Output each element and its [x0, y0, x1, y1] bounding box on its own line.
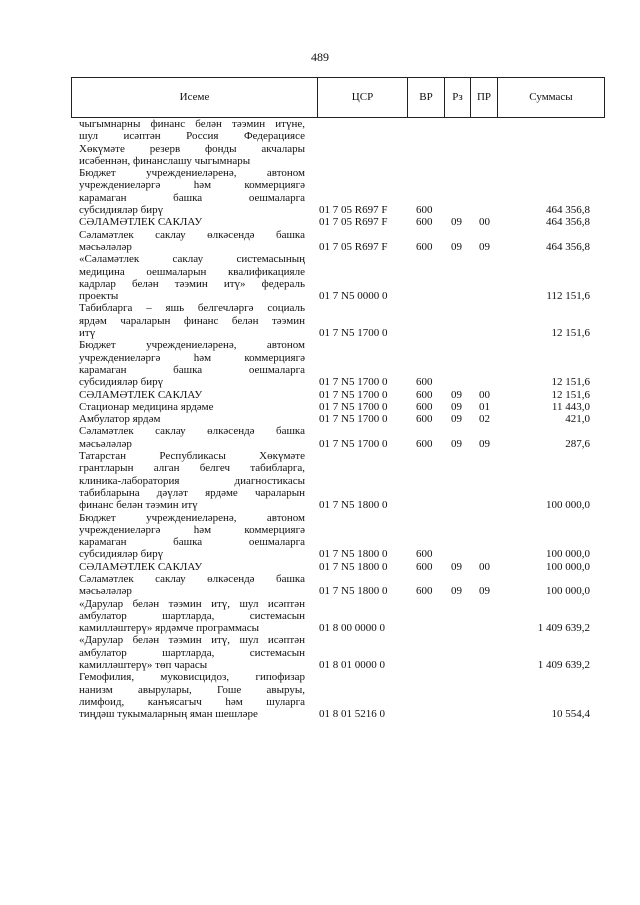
row-csr: 01 7 05 R697 F [319, 204, 388, 217]
row-pr: 01 [479, 400, 490, 413]
table-row [0, 512, 640, 561]
row-csr: 01 8 01 5216 0 [319, 708, 385, 721]
row-csr: 01 8 00 0000 0 [319, 622, 385, 635]
row-csr: 01 7 N5 1700 0 [319, 437, 388, 450]
row-name [79, 167, 305, 216]
row-name-line: Амбулатор ярдәм [79, 413, 161, 426]
row-rz: 09 [451, 400, 462, 413]
row-name-line: учреждениеләргә һәм коммерциягә [79, 179, 305, 192]
row-name [79, 216, 305, 228]
table-row [0, 401, 640, 413]
row-csr: 01 7 N5 1800 0 [319, 585, 388, 598]
row-name [79, 253, 305, 302]
row-name-line: Сәламәтлек саклау өлкәсендә башка [79, 425, 305, 438]
row-sum: 112 151,6 [546, 290, 590, 303]
row-name-line: амбулатор шартларда, системасын [79, 609, 305, 622]
row-name [79, 118, 305, 167]
row-name-line: Сәламәтлек саклау өлкәсендә башка [79, 228, 305, 241]
row-csr: 01 7 N5 1800 0 [319, 499, 388, 512]
row-name-line: медицина оешмаларын квалификацияле [79, 265, 305, 278]
row-name-line: «Дарулар белән тәэмин итү, шул исәптән [79, 597, 305, 610]
row-name [79, 634, 305, 671]
table-row [0, 216, 640, 228]
table-row [0, 425, 640, 450]
row-rz: 09 [451, 240, 462, 253]
row-csr: 01 7 05 R697 F [319, 216, 388, 229]
header-vr: ВР [419, 91, 433, 103]
row-name-line: СӘЛАМӘТЛЕК САКЛАУ [79, 388, 203, 401]
row-name-line: камилләштерү» төп чарасы [79, 659, 208, 672]
row-rz: 09 [451, 216, 462, 229]
row-name-line: клиника-лаборатория диагностикасы [79, 474, 305, 487]
page-number: 489 [311, 50, 329, 64]
table-row [0, 118, 640, 167]
row-rz: 09 [451, 437, 462, 450]
row-name-line: мәсьәләләр [79, 240, 132, 253]
row-rz: 09 [451, 388, 462, 401]
table-row [0, 339, 640, 388]
row-sum: 10 554,4 [551, 708, 590, 721]
row-csr: 01 7 N5 0000 0 [319, 290, 388, 303]
row-name-line: карамаган башка оешмаларга [79, 363, 305, 376]
row-name [79, 598, 305, 635]
row-pr: 09 [479, 240, 490, 253]
table-row [0, 450, 640, 512]
row-name-line: СӘЛАМӘТЛЕК САКЛАУ [79, 216, 203, 229]
header-pr: ПР [476, 91, 492, 103]
table-row [0, 167, 640, 216]
row-sum: 464 356,8 [546, 204, 590, 217]
row-vr: 600 [416, 376, 433, 389]
row-pr: 09 [479, 437, 490, 450]
row-sum: 100 000,0 [546, 560, 590, 573]
table-row [0, 302, 640, 339]
row-name-line: чыгымнарны финанс белән тәэмин итүне, [79, 118, 305, 130]
row-name-line: тиңдәш тукымаларның яман шешләре [79, 708, 258, 721]
row-sum: 464 356,8 [546, 216, 590, 229]
row-csr: 01 7 N5 1800 0 [319, 548, 388, 561]
row-sum: 100 000,0 [546, 585, 590, 598]
row-name-line: камилләштерү» ярдәмче программасы [79, 622, 259, 635]
table-header [71, 77, 605, 118]
row-name-line: Табибларга – яшь белгечләргә социаль [79, 302, 305, 315]
row-name-line: Бюджет учреждениеләренә, автоном [79, 167, 305, 180]
table-row [0, 253, 640, 302]
row-name-line: нанизм авырулары, Гоше авыруы, [79, 683, 305, 696]
row-vr: 600 [416, 400, 433, 413]
row-name-line: субсидияләр бирү [79, 376, 164, 389]
row-name-line: карамаган башка оешмаларга [79, 191, 305, 204]
row-vr: 600 [416, 548, 433, 561]
row-csr: 01 7 05 R697 F [319, 240, 388, 253]
row-name [79, 512, 305, 561]
row-vr: 600 [416, 560, 433, 573]
row-vr: 600 [416, 216, 433, 229]
row-sum: 100 000,0 [546, 499, 590, 512]
row-name [79, 401, 305, 413]
row-name-line: учреждениеләргә һәм коммерциягә [79, 523, 305, 536]
row-vr: 600 [416, 413, 433, 426]
row-name [79, 389, 305, 401]
row-name-line: проекты [79, 290, 119, 303]
row-pr: 00 [479, 388, 490, 401]
row-name-line: Хөкүмәте резерв фонды акчалары [79, 142, 305, 155]
row-vr: 600 [416, 204, 433, 217]
row-rz: 09 [451, 560, 462, 573]
row-name-line: исәбеннән, финанслашу чыгымнары [79, 154, 251, 167]
row-sum: 12 151,6 [551, 327, 590, 340]
row-name [79, 450, 305, 511]
row-sum: 1 409 639,2 [537, 659, 590, 672]
row-name-line: СӘЛАМӘТЛЕК САКЛАУ [79, 560, 203, 573]
row-name-line: субсидияләр бирү [79, 204, 164, 217]
header-rz: Рз [452, 91, 463, 103]
row-sum: 100 000,0 [546, 548, 590, 561]
row-name-line: Бюджет учреждениеләренә, автоном [79, 339, 305, 352]
row-pr: 02 [479, 413, 490, 426]
row-name [79, 339, 305, 388]
row-name-line: лимфоид, канъясагыч һәм шуларга [79, 695, 305, 708]
row-name [79, 573, 305, 598]
row-sum: 12 151,6 [551, 376, 590, 389]
row-csr: 01 7 N5 1700 0 [319, 327, 388, 340]
table-row [0, 598, 640, 635]
header-sum: Суммасы [529, 91, 573, 103]
row-name [79, 425, 305, 450]
table-row [0, 413, 640, 425]
table-row [0, 389, 640, 401]
table-body [0, 118, 640, 721]
row-rz: 09 [451, 413, 462, 426]
row-vr: 600 [416, 388, 433, 401]
row-name-line: субсидияләр бирү [79, 548, 164, 561]
row-name [79, 413, 305, 425]
row-name [79, 561, 305, 573]
row-csr: 01 7 N5 1700 0 [319, 376, 388, 389]
row-sum: 12 151,6 [551, 388, 590, 401]
row-name-line: итү [79, 327, 96, 340]
row-vr: 600 [416, 437, 433, 450]
row-sum: 421,0 [565, 413, 590, 426]
header-name: Исеме [179, 91, 210, 103]
table-row [0, 229, 640, 254]
row-name-line: табибларына дәүләт ярдәме чараларын [79, 486, 305, 499]
row-vr: 600 [416, 585, 433, 598]
row-sum: 464 356,8 [546, 240, 590, 253]
table-row [0, 634, 640, 671]
row-name [79, 671, 305, 720]
row-name-line: шул исәптән Россия Федерациясе [79, 130, 305, 143]
row-rz: 09 [451, 585, 462, 598]
row-name-line: финанс белән тәэмин итү [79, 499, 198, 512]
row-csr: 01 8 01 0000 0 [319, 659, 385, 672]
row-name-line: Стационар медицина ярдәме [79, 400, 214, 413]
row-name-line: «Сәламәтлек саклау системасының [79, 253, 305, 266]
row-sum: 11 443,0 [551, 400, 590, 413]
row-sum: 1 409 639,2 [537, 622, 590, 635]
row-name-line: учреждениеләргә һәм коммерциягә [79, 351, 305, 364]
row-csr: 01 7 N5 1800 0 [319, 560, 388, 573]
table-row [0, 561, 640, 573]
row-name-line: Гемофилия, муковисцидоз, гипофизар [79, 671, 305, 684]
row-name-line: ярдәм чараларын финанс белән тәэмин [79, 314, 305, 327]
row-name-line: грантларын алган белгеч табибларга, [79, 462, 305, 475]
row-name-line: карамаган башка оешмаларга [79, 536, 305, 549]
row-name-line: кадрлар белән тәэмин итү» федераль [79, 277, 305, 290]
row-csr: 01 7 N5 1700 0 [319, 388, 388, 401]
row-name-line: «Дарулар белән тәэмин итү, шул исәптән [79, 634, 305, 647]
row-pr: 09 [479, 585, 490, 598]
row-name-line: Бюджет учреждениеләренә, автоном [79, 511, 305, 524]
row-pr: 00 [479, 560, 490, 573]
header-csr: ЦСР [351, 91, 374, 103]
row-name-line: мәсьәләләр [79, 437, 132, 450]
row-name-line: мәсьәләләр [79, 585, 132, 598]
table-row [0, 573, 640, 598]
row-name [79, 302, 305, 339]
row-name-line: Татарстан Республикасы Хөкүмәте [79, 450, 305, 463]
row-sum: 287,6 [565, 437, 590, 450]
row-pr: 00 [479, 216, 490, 229]
table-row [0, 671, 640, 720]
row-csr: 01 7 N5 1700 0 [319, 413, 388, 426]
row-vr: 600 [416, 240, 433, 253]
row-name [79, 229, 305, 254]
row-name-line: Сәламәтлек саклау өлкәсендә башка [79, 573, 305, 585]
row-csr: 01 7 N5 1700 0 [319, 400, 388, 413]
row-name-line: амбулатор шартларда, системасын [79, 646, 305, 659]
